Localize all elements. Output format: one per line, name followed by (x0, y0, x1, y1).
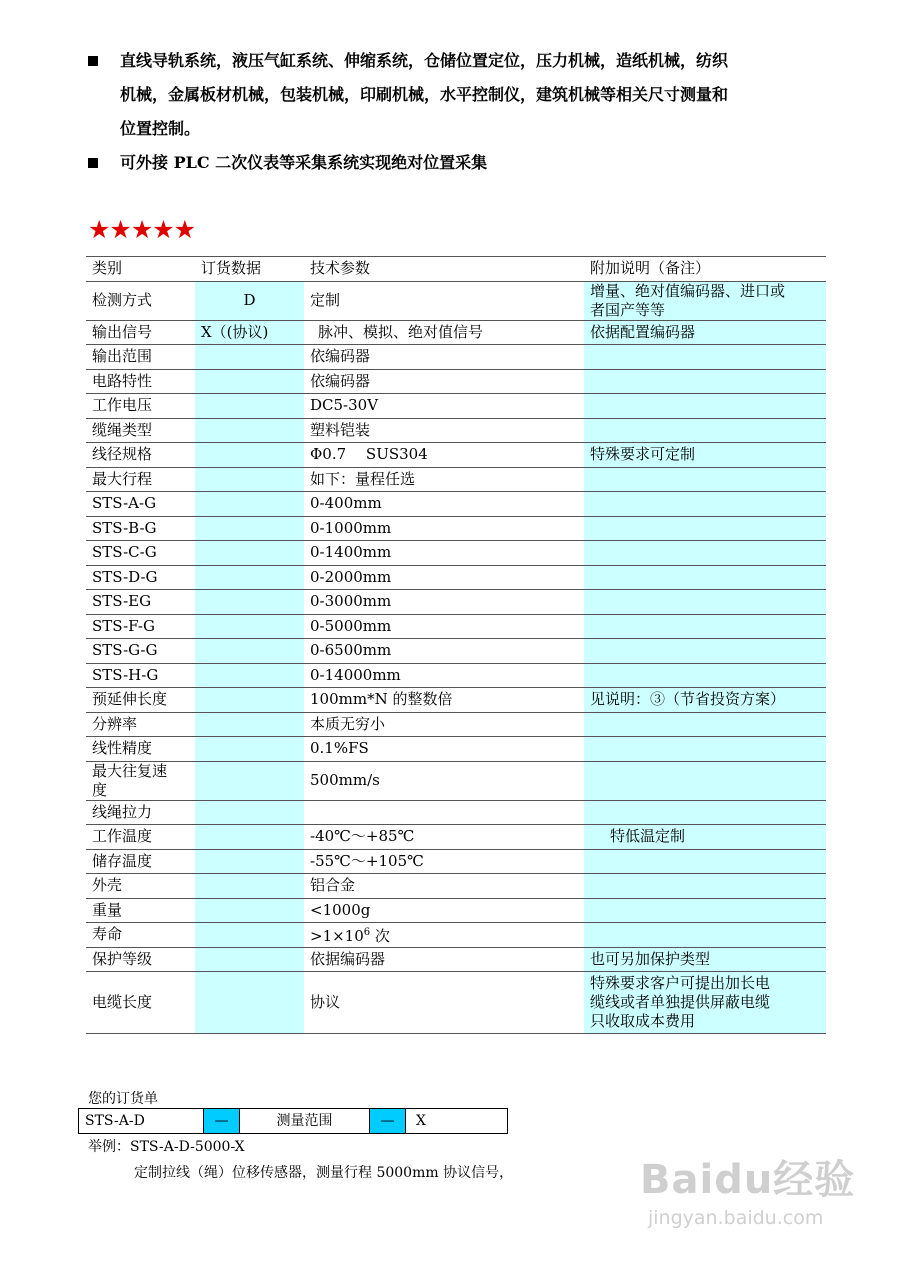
param-cell: 0-2000mm (310, 567, 392, 586)
row-label: 电缆长度 (92, 993, 153, 1011)
row-label: 工作电压 (92, 396, 153, 415)
order-data-cell (195, 849, 304, 874)
table-row (86, 320, 826, 345)
note-cell (584, 281, 826, 320)
lifetime-base: >1×10 (310, 927, 364, 946)
row-label: STS-A-G (92, 494, 157, 513)
table-row (86, 761, 826, 800)
table-row (86, 418, 826, 443)
order-data-cell: X（(协议) (195, 320, 304, 345)
param-cell: -40℃～+85℃ (310, 827, 415, 846)
note-cell (584, 874, 826, 899)
row-label: 线径规格 (92, 445, 153, 464)
note-cell: 特低温定制 (584, 825, 826, 850)
lifetime-unit: 次 (370, 927, 390, 946)
table-row (86, 541, 826, 566)
order-data-cell (195, 614, 304, 639)
order-data-cell (195, 737, 304, 762)
note-cell (584, 898, 826, 923)
param-cell: <1000g (310, 900, 371, 919)
param-cell: 0-14000mm (310, 665, 401, 684)
table-row (86, 590, 826, 615)
row-label: 保护等级 (92, 949, 153, 968)
row-label: STS-C-G (92, 543, 157, 562)
param-cell: 0-3000mm (310, 592, 392, 611)
header-tech-params: 技术参数 (310, 259, 371, 278)
note-cell: 特殊要求可定制 (584, 443, 826, 468)
order-data-cell (195, 800, 304, 825)
table-row (86, 874, 826, 899)
row-label: 储存温度 (92, 851, 153, 870)
note-cell (584, 737, 826, 762)
order-data-cell (195, 394, 304, 419)
bullet-text-line: 可外接 PLC 二次仪表等采集系统实现绝对位置采集 (120, 153, 488, 172)
param-cell: 如下：量程任选 (310, 469, 416, 488)
note-cell (584, 849, 826, 874)
order-data-cell (195, 516, 304, 541)
row-label: STS-G-G (92, 641, 158, 660)
square-bullet-icon (88, 158, 98, 168)
order-data-cell (195, 565, 304, 590)
row-label: 输出范围 (92, 347, 153, 366)
row-label: 寿命 (92, 925, 123, 944)
note-cell (584, 418, 826, 443)
param-cell: Φ0.7 SUS304 (310, 445, 428, 464)
param-cell: -55℃～+105℃ (310, 851, 424, 870)
param-cell: DC5-30V (310, 396, 379, 415)
order-data-cell (195, 712, 304, 737)
note-cell (584, 923, 826, 948)
note-cell (584, 663, 826, 688)
order-separator: — (204, 1109, 240, 1133)
note-cell (584, 394, 826, 419)
order-form-title: 您的订货单 (88, 1091, 158, 1107)
row-label: 电路特性 (92, 371, 153, 390)
table-row (86, 737, 826, 762)
param-cell: 0-400mm (310, 494, 382, 513)
note-cell: 见说明：③（节省投资方案） (584, 688, 826, 713)
order-data-cell: D (195, 281, 304, 320)
table-row (86, 947, 826, 972)
order-data-cell (195, 874, 304, 899)
lifetime-exponent: 6 (363, 927, 371, 939)
row-label: STS-EG (92, 592, 152, 611)
header-order-data: 订货数据 (201, 259, 262, 278)
example-description: 定制拉线（绳）位移传感器，测量行程 5000mm 协议信号， (134, 1165, 514, 1181)
order-data-cell (195, 467, 304, 492)
note-line: 缆线或者单独提供屏蔽电缆 (590, 993, 771, 1011)
note-cell (584, 590, 826, 615)
order-data-cell (195, 688, 304, 713)
param-cell: 依编码器 (310, 371, 371, 390)
table-row (86, 345, 826, 370)
order-data-cell (195, 418, 304, 443)
header-category: 类别 (92, 259, 123, 278)
table-row (86, 516, 826, 541)
row-label: 工作温度 (92, 827, 153, 846)
param-cell: 铝合金 (310, 876, 356, 895)
watermark-logo: Baidu经验 (640, 1157, 856, 1203)
table-row (86, 688, 826, 713)
note-cell (584, 492, 826, 517)
order-data-cell (195, 923, 304, 948)
order-data-cell (195, 369, 304, 394)
note-cell (584, 467, 826, 492)
spec-table (86, 256, 826, 1034)
row-label: 缆绳类型 (92, 420, 153, 439)
row-label: STS-B-G (92, 518, 157, 537)
table-row (86, 443, 826, 468)
bullet-text-line: 机械，金属板材机械，包装机械，印刷机械，水平控制仪，建筑机械等相关尺寸测量和 (120, 85, 729, 104)
order-protocol: X (416, 1113, 426, 1129)
table-row (86, 394, 826, 419)
order-data-cell (195, 492, 304, 517)
baidu-watermark (640, 1148, 870, 1248)
table-row (86, 614, 826, 639)
note-cell: 也可另加保护类型 (584, 947, 826, 972)
bullet-item (88, 44, 828, 146)
param-cell: 0-5000mm (310, 616, 392, 635)
param-cell: 0-6500mm (310, 641, 392, 660)
table-row (86, 849, 826, 874)
note-cell (584, 614, 826, 639)
row-label: 重量 (92, 900, 123, 919)
row-label-line: 度 (92, 780, 108, 799)
table-row (86, 369, 826, 394)
table-row (86, 923, 826, 948)
note-line: 特殊要求客户可提出加长电 (590, 974, 771, 992)
order-separator: — (370, 1109, 406, 1133)
row-label: 输出信号 (92, 322, 153, 341)
row-label: STS-F-G (92, 616, 155, 635)
table-row (86, 898, 826, 923)
bullet-list (88, 44, 828, 180)
row-label: 分辨率 (92, 714, 138, 733)
param-cell: 100mm*N 的整数倍 (310, 690, 453, 709)
watermark-url: jingyan.baidu.com (648, 1207, 824, 1229)
bullet-item (88, 146, 828, 180)
row-label: 最大行程 (92, 469, 153, 488)
row-label: 线性精度 (92, 739, 153, 758)
order-data-cell (195, 947, 304, 972)
note-cell (584, 800, 826, 825)
order-range: 测量范围 (240, 1109, 370, 1133)
param-cell: 塑料铠装 (310, 420, 371, 439)
row-label: 预延伸长度 (92, 690, 168, 709)
order-data-cell (195, 825, 304, 850)
note-cell (584, 639, 826, 664)
note-line: 者国产等等 (590, 300, 666, 319)
bullet-text-line: 位置控制。 (120, 119, 201, 138)
param-cell: 脉冲、模拟、绝对值信号 (318, 322, 484, 341)
param-cell: 本质无穷小 (310, 714, 386, 733)
order-data-cell (195, 639, 304, 664)
note-line: 只收取成本费用 (590, 1012, 696, 1030)
param-cell: 0-1400mm (310, 543, 392, 562)
note-cell (584, 712, 826, 737)
row-label: STS-D-G (92, 567, 158, 586)
order-data-cell (195, 443, 304, 468)
row-label: 检测方式 (92, 291, 153, 309)
row-label: 线绳拉力 (92, 802, 153, 821)
table-row (86, 639, 826, 664)
order-data-cell (195, 345, 304, 370)
row-label-line: 最大往复速 (92, 761, 168, 780)
table-row (86, 972, 826, 1034)
order-data-cell (195, 590, 304, 615)
note-cell (584, 516, 826, 541)
row-label (86, 761, 195, 800)
table-row (86, 467, 826, 492)
order-data-cell (195, 663, 304, 688)
note-cell (584, 345, 826, 370)
param-cell (304, 923, 584, 948)
note-cell (584, 565, 826, 590)
order-data-cell (195, 972, 304, 1034)
note-cell: 依据配置编码器 (584, 320, 826, 345)
param-cell: 依据编码器 (310, 949, 386, 968)
note-cell (584, 972, 826, 1034)
param-cell: 依编码器 (310, 347, 371, 366)
order-data-cell (195, 761, 304, 800)
example-code: 举例：STS-A-D-5000-X (88, 1139, 245, 1155)
bullet-text-line: 直线导轨系统，液压气缸系统、伸缩系统，仓储位置定位，压力机械，造纸机械，纺织 (120, 51, 729, 70)
row-label: STS-H-G (92, 665, 159, 684)
row-label: 外壳 (92, 876, 123, 895)
note-cell (584, 369, 826, 394)
param-cell: 协议 (310, 993, 341, 1011)
param-cell: 定制 (310, 291, 341, 309)
param-cell (304, 800, 584, 825)
header-notes: 附加说明（备注） (590, 259, 711, 278)
param-cell: 0.1%FS (310, 739, 369, 758)
table-header-row (86, 257, 826, 282)
note-cell (584, 761, 826, 800)
order-model: STS-A-D (79, 1109, 204, 1133)
param-cell: 500mm/s (310, 771, 380, 789)
table-row (86, 825, 826, 850)
table-row (86, 281, 826, 320)
table-row (86, 565, 826, 590)
table-row (86, 712, 826, 737)
order-data-cell (195, 898, 304, 923)
order-code-bar (78, 1108, 508, 1134)
param-cell: 0-1000mm (310, 518, 392, 537)
note-cell (584, 541, 826, 566)
table-row (86, 492, 826, 517)
note-line: 增量、绝对值编码器、进口或 (590, 281, 786, 300)
order-data-cell (195, 541, 304, 566)
table-row (86, 800, 826, 825)
rating-stars: ★★★★★ (88, 215, 196, 244)
square-bullet-icon (88, 56, 98, 66)
table-row (86, 663, 826, 688)
